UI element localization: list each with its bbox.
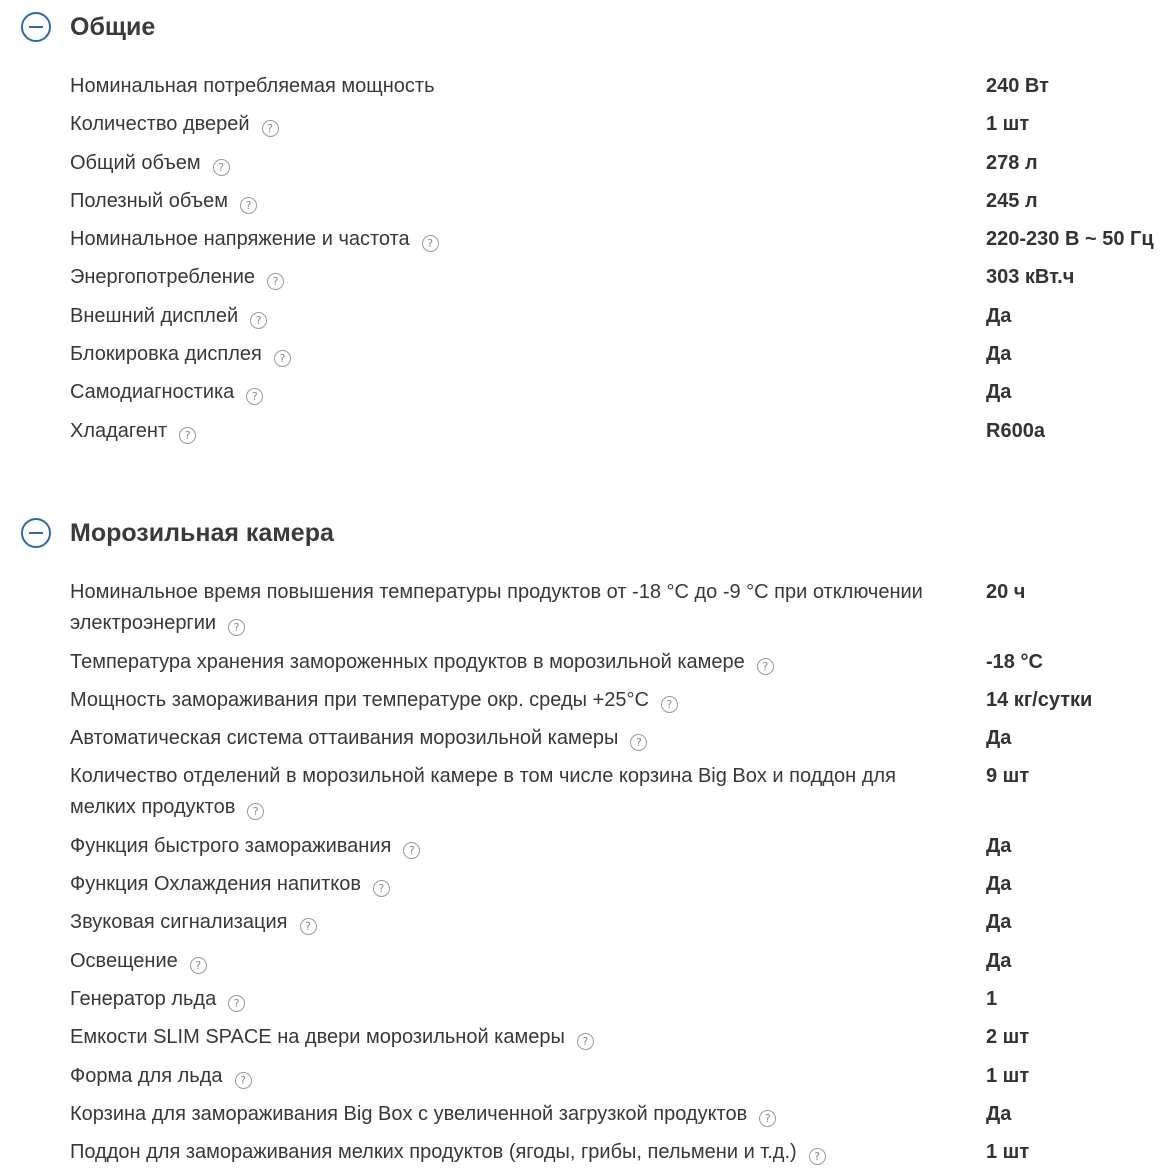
- help-question-icon[interactable]: ?: [274, 350, 291, 367]
- spec-label: Самодиагностика ?: [70, 374, 960, 408]
- spec-row: [0, 682, 1170, 720]
- section-title[interactable]: Общие: [70, 13, 156, 41]
- help-question-icon[interactable]: ?: [235, 1072, 252, 1089]
- spec-label: Температура хранения замороженных продуктов в морозильной камере ?: [70, 644, 960, 678]
- spec-label: Поддон для замораживания мелких продуктов (ягоды, грибы, пельмени и т.д.) ?: [70, 1134, 960, 1168]
- spec-label: Хладагент ?: [70, 413, 960, 447]
- help-question-icon[interactable]: ?: [577, 1033, 594, 1050]
- spec-row: [0, 183, 1170, 221]
- spec-label: Количество дверей ?: [70, 106, 960, 140]
- spec-row: [0, 644, 1170, 682]
- spec-label: Автоматическая система оттаивания морозильной камеры ?: [70, 720, 960, 754]
- help-question-icon[interactable]: ?: [190, 957, 207, 974]
- spec-row: [0, 336, 1170, 374]
- spec-value: Да: [986, 1102, 1012, 1125]
- spec-label: Форма для льда ?: [70, 1058, 960, 1092]
- help-question-icon[interactable]: ?: [267, 273, 284, 290]
- spec-label: Генератор льда ?: [70, 981, 960, 1015]
- help-question-icon[interactable]: ?: [403, 842, 420, 859]
- collapse-minus-icon[interactable]: [21, 518, 51, 548]
- spec-row: [0, 866, 1170, 904]
- spec-label: Корзина для замораживания Big Box с увеличенной загрузкой продуктов ?: [70, 1096, 960, 1130]
- section-header[interactable]: [0, 506, 1170, 562]
- spec-value: 278 л: [986, 151, 1038, 174]
- help-question-icon[interactable]: ?: [661, 696, 678, 713]
- spec-label: Функция Охлаждения напитков ?: [70, 866, 960, 900]
- spec-label: Номинальная потребляемая мощность: [70, 75, 435, 97]
- spec-value: Да: [986, 834, 1012, 857]
- spec-row: [0, 904, 1170, 942]
- help-question-icon[interactable]: ?: [809, 1148, 826, 1165]
- help-question-icon[interactable]: ?: [757, 658, 774, 675]
- spec-row: [0, 981, 1170, 1019]
- help-question-icon[interactable]: ?: [246, 388, 263, 405]
- help-question-icon[interactable]: ?: [228, 995, 245, 1012]
- spec-value: 245 л: [986, 189, 1038, 212]
- spec-row: [0, 574, 1170, 644]
- spec-value: R600a: [986, 419, 1045, 442]
- help-question-icon[interactable]: ?: [250, 312, 267, 329]
- spec-label: Емкости SLIM SPACE на двери морозильной камеры ?: [70, 1019, 960, 1053]
- section-title[interactable]: Морозильная камера: [70, 519, 334, 547]
- spec-row: [0, 221, 1170, 259]
- spec-value: Да: [986, 949, 1012, 972]
- spec-list: [0, 68, 1170, 451]
- spec-label: Звуковая сигнализация ?: [70, 904, 960, 938]
- spec-row: [0, 106, 1170, 144]
- spec-value: 9 шт: [986, 765, 1030, 788]
- spec-value: -18 °С: [986, 650, 1043, 673]
- spec-label: Количество отделений в морозильной камере в том числе корзина Big Box и поддон для мелких продуктов ?: [70, 765, 896, 819]
- section-header[interactable]: [0, 0, 1170, 56]
- spec-value: Да: [986, 343, 1012, 366]
- help-question-icon[interactable]: ?: [228, 619, 245, 636]
- help-question-icon[interactable]: ?: [262, 120, 279, 137]
- spec-value: Да: [986, 304, 1012, 327]
- spec-value: Да: [986, 381, 1012, 404]
- spec-row: [0, 374, 1170, 412]
- spec-value: 2 шт: [986, 1026, 1030, 1049]
- spec-label: Функция быстрого замораживания ?: [70, 828, 960, 862]
- help-question-icon[interactable]: ?: [300, 918, 317, 935]
- help-question-icon[interactable]: ?: [213, 159, 230, 176]
- spec-value: 220-230 В ~ 50 Гц: [986, 228, 1154, 251]
- spec-label: Мощность замораживания при температуре окр. среды +25°С ?: [70, 682, 960, 716]
- spec-row: [0, 259, 1170, 297]
- spec-row: [0, 68, 1170, 106]
- spec-value: 1 шт: [986, 113, 1030, 136]
- spec-list: [0, 574, 1170, 1173]
- spec-label: Номинальное напряжение и частота ?: [70, 221, 960, 255]
- spec-label: Номинальное время повышения температуры продуктов от -18 °С до -9 °С при отключении электроэнергии ?: [70, 581, 923, 634]
- spec-row: [0, 943, 1170, 981]
- spec-section-freezer: [0, 506, 1170, 1173]
- help-question-icon[interactable]: ?: [422, 235, 439, 252]
- spec-value: 1 шт: [986, 1064, 1030, 1087]
- spec-label: Полезный объем ?: [70, 183, 960, 217]
- spec-value: 20 ч: [986, 581, 1026, 603]
- spec-value: 14 кг/сутки: [986, 688, 1093, 711]
- help-question-icon[interactable]: ?: [247, 803, 264, 820]
- spec-section-general: [0, 0, 1170, 451]
- spec-row: [0, 758, 1170, 828]
- spec-value: Да: [986, 727, 1012, 750]
- spec-value: Да: [986, 911, 1012, 934]
- spec-row: [0, 1096, 1170, 1134]
- spec-label: Общий объем ?: [70, 145, 960, 179]
- spec-label: Энергопотребление ?: [70, 259, 960, 293]
- spec-row: [0, 145, 1170, 183]
- spec-value: 303 кВт.ч: [986, 266, 1075, 289]
- spec-row: [0, 1019, 1170, 1057]
- spec-row: [0, 720, 1170, 758]
- help-question-icon[interactable]: ?: [373, 880, 390, 897]
- spec-label: Блокировка дисплея ?: [70, 336, 960, 370]
- collapse-minus-icon[interactable]: [21, 12, 51, 42]
- spec-value: 240 Вт: [986, 75, 1049, 97]
- spec-row: [0, 298, 1170, 336]
- spec-value: Да: [986, 873, 1012, 896]
- help-question-icon[interactable]: ?: [759, 1110, 776, 1127]
- spec-row: [0, 828, 1170, 866]
- help-question-icon[interactable]: ?: [630, 734, 647, 751]
- spec-row: [0, 1058, 1170, 1096]
- spec-label: Освещение ?: [70, 943, 960, 977]
- help-question-icon[interactable]: ?: [240, 197, 257, 214]
- help-question-icon[interactable]: ?: [179, 427, 196, 444]
- spec-row: [0, 413, 1170, 451]
- spec-value: 1: [986, 988, 998, 1011]
- spec-value: 1 шт: [986, 1141, 1030, 1164]
- spec-label: Внешний дисплей ?: [70, 298, 960, 332]
